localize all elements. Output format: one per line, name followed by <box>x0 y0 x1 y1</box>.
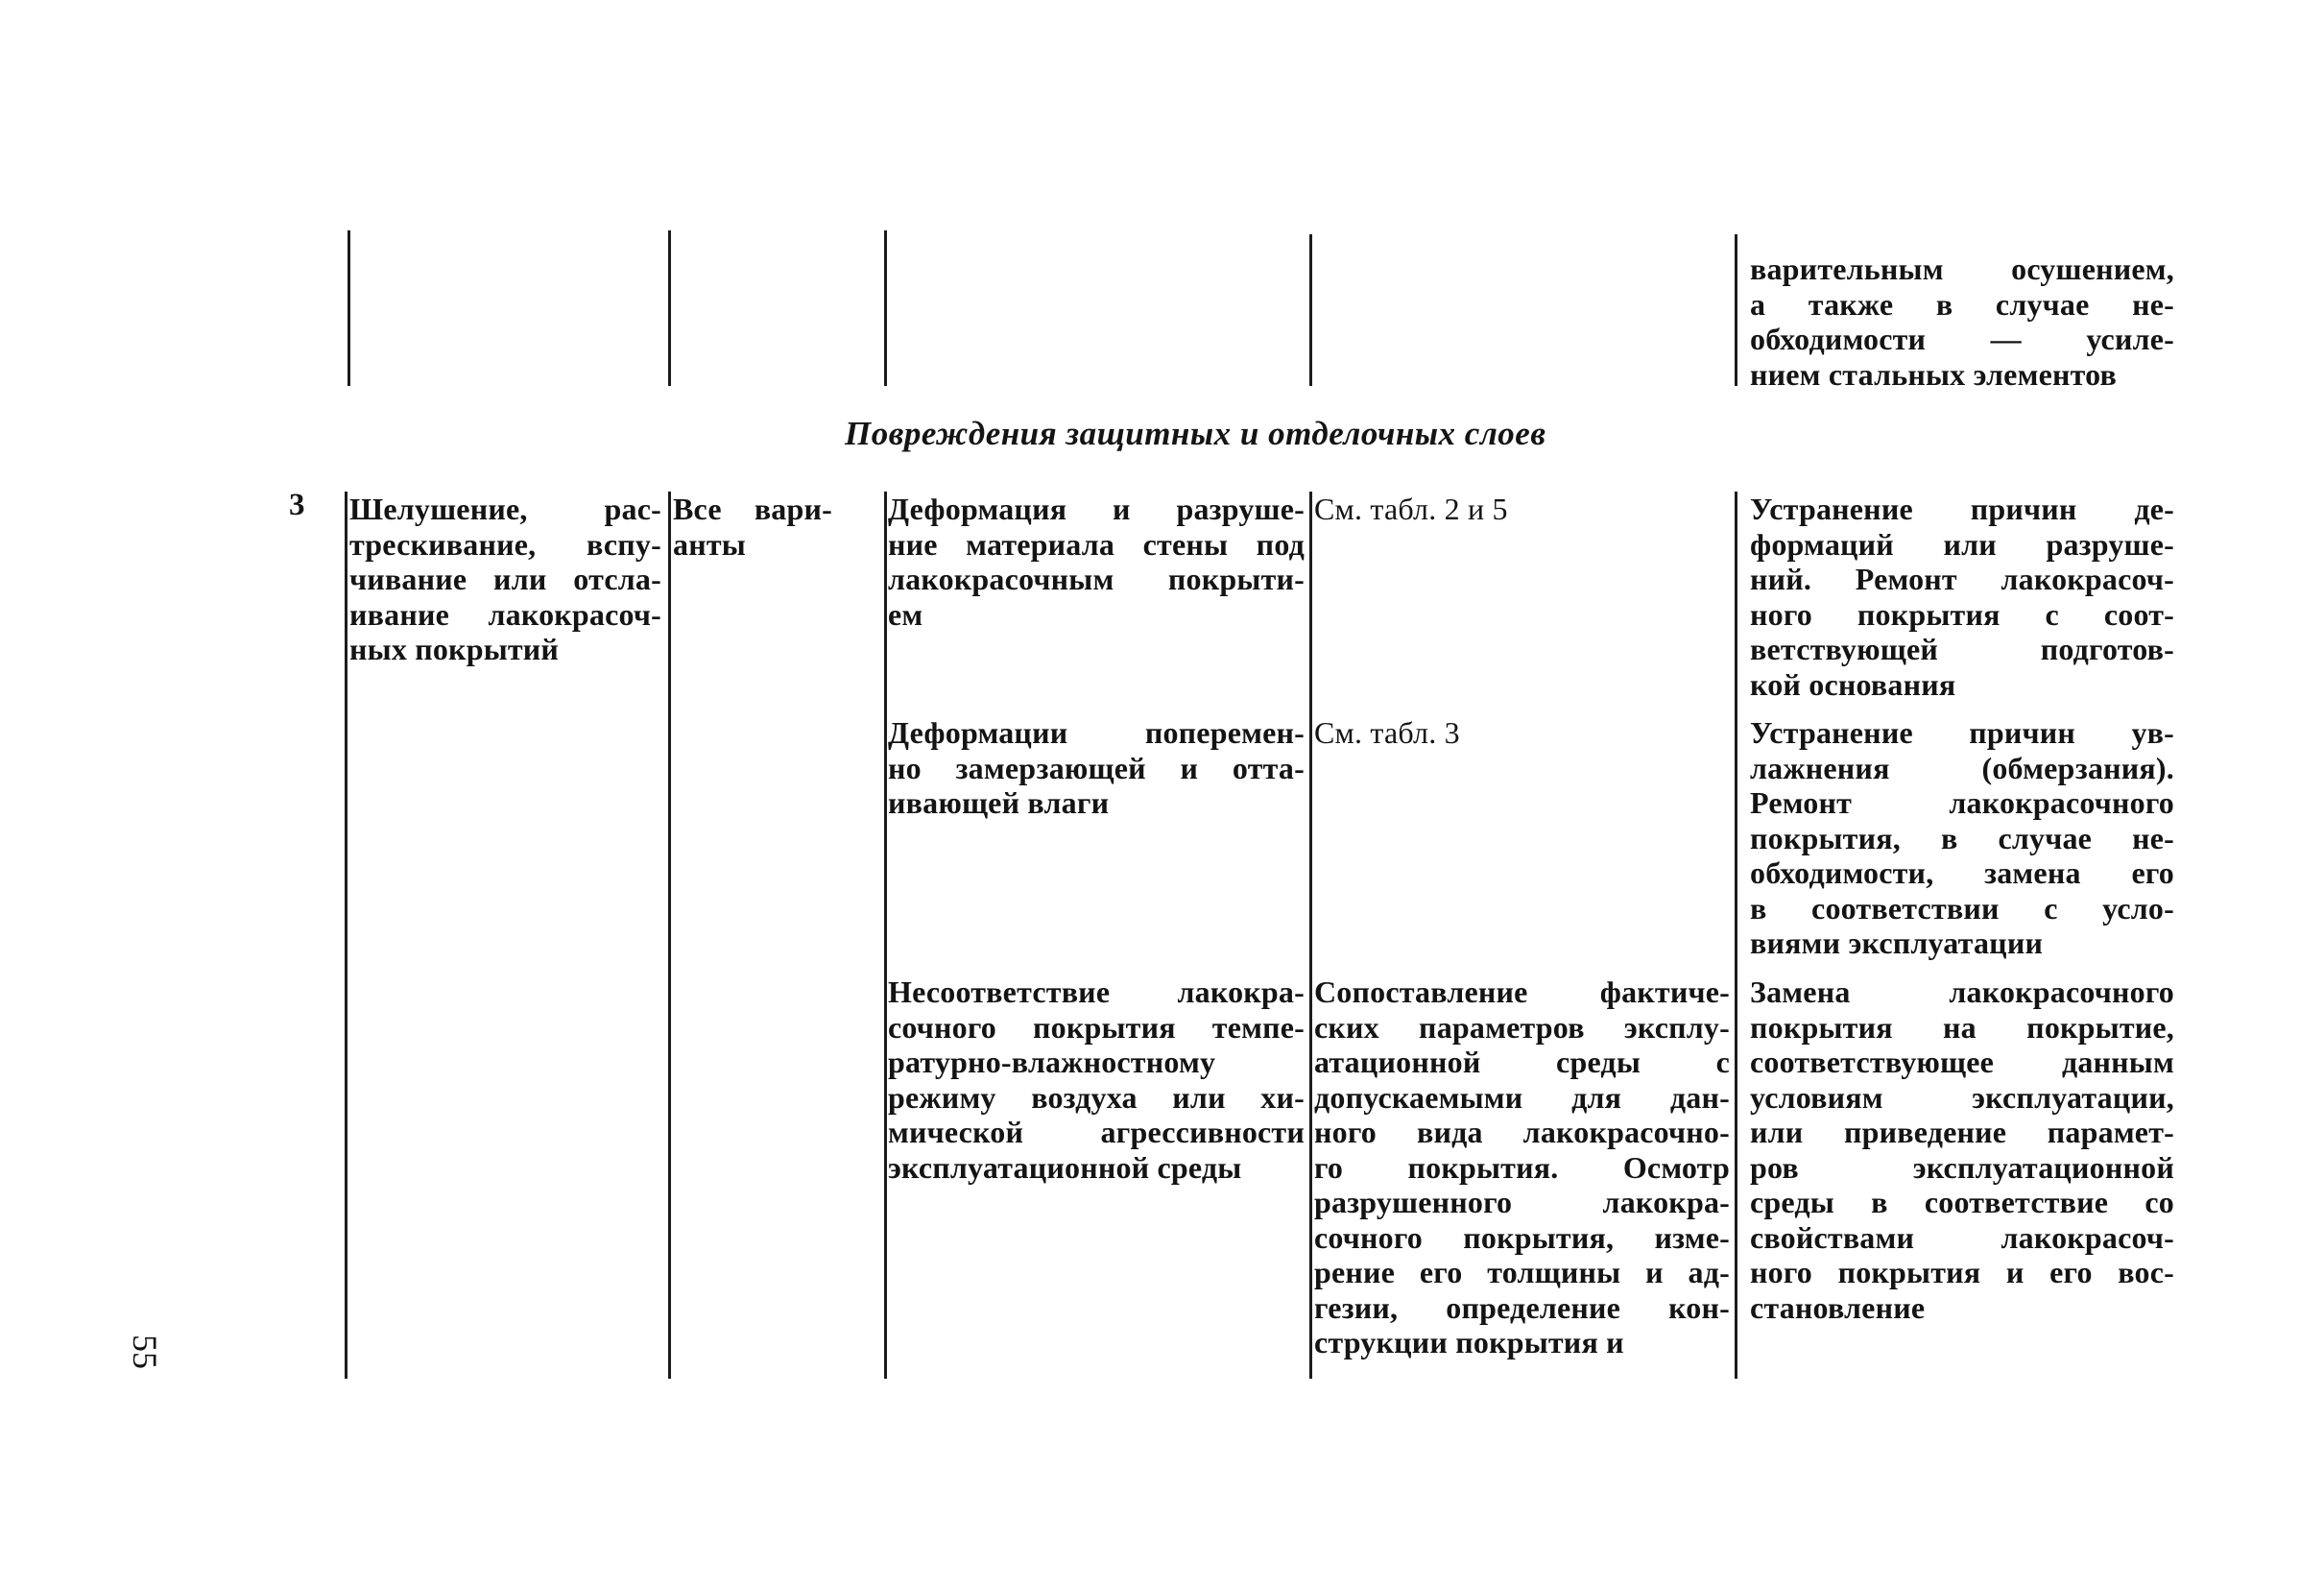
text-line: покрытия на покрытие, <box>1750 1009 2174 1045</box>
text-line: Деформации поперемен- <box>888 715 1305 750</box>
top-rule-1 <box>347 230 350 386</box>
text-line: эксплуатационной среды <box>888 1149 1242 1185</box>
text-line: условиям эксплуатации, <box>1750 1079 2174 1115</box>
text-line: анты <box>673 526 746 562</box>
text-line: ров эксплуатационной <box>1750 1149 2174 1185</box>
text-line: мической агрессивности <box>888 1115 1305 1149</box>
top-rule-4 <box>1309 234 1312 386</box>
text-line: а также в случае не- <box>1750 286 2174 322</box>
main-rule-5 <box>1735 492 1737 1379</box>
text-line: Устранение причин де- <box>1750 492 2174 526</box>
text-line: Несоответствие лакокра- <box>888 974 1305 1009</box>
text-line: чивание или отсла- <box>349 562 661 596</box>
text-line: Сопоставление фактиче- <box>1314 974 1730 1009</box>
text-line: Устранение причин ув- <box>1750 715 2174 750</box>
text-line: Деформация и разруше- <box>888 492 1305 526</box>
text-line: Все вари- <box>673 492 832 526</box>
cause-cell-2 <box>888 715 1305 821</box>
text-line: струкции покрытия и <box>1314 1325 1624 1359</box>
text-line: ем <box>888 596 923 632</box>
text-line: но замерзающей и отта- <box>888 750 1305 785</box>
section-title: Повреждения защитных и отделочных слоев <box>845 415 1546 452</box>
text-line: ратурно-влажностному <box>888 1045 1216 1079</box>
text-line: ветствующей подготов- <box>1750 632 2174 666</box>
top-rule-3 <box>884 230 887 386</box>
measure-cell-3 <box>1750 974 2174 1325</box>
text-line: ивание лакокрасоч- <box>349 596 661 632</box>
text-line: ние материала стены под <box>888 526 1305 562</box>
text-line: обходимости — усиле- <box>1750 322 2174 356</box>
text-line: трескивание, вспу- <box>349 526 661 562</box>
text-line: формаций или разруше- <box>1750 526 2174 562</box>
main-rule-1 <box>345 492 347 1379</box>
text-line: ного покрытия с соот- <box>1750 596 2174 632</box>
text-line: в соответствии с усло- <box>1750 890 2174 926</box>
main-rule-2 <box>668 492 671 1379</box>
cause-cell-3 <box>888 974 1305 1185</box>
method-cell-3 <box>1314 974 1730 1360</box>
text-line: ивающей влаги <box>888 785 1110 820</box>
text-line: ного вида лакокрасочно- <box>1314 1115 1730 1149</box>
main-rule-4 <box>1309 492 1312 1379</box>
main-rule-3 <box>884 492 887 1379</box>
text-line: допускаемыми для дан- <box>1314 1079 1730 1115</box>
text-line: го покрытия. Осмотр <box>1314 1149 1730 1185</box>
text-line: режиму воздуха или хи- <box>888 1079 1305 1115</box>
text-line: виями эксплуатации <box>1750 926 2044 960</box>
top-rule-2 <box>668 230 671 386</box>
text-line: рение его толщины и ад- <box>1314 1255 1730 1289</box>
page-number: 55 <box>126 1335 164 1369</box>
defect-cell <box>349 492 661 667</box>
text-line: гезии, определение кон- <box>1314 1289 1730 1325</box>
text-line: или приведение парамет- <box>1750 1115 2174 1149</box>
text-line: сочного покрытия, изме- <box>1314 1219 1730 1255</box>
text-line: свойствами лакокрасоч- <box>1750 1219 2174 1255</box>
text-line: становление <box>1750 1289 1926 1325</box>
measure-cell-1 <box>1750 492 2174 702</box>
top-rule-5 <box>1735 234 1737 386</box>
method-cell-2 <box>1314 715 1564 751</box>
text-line: лакокрасочным покрыти- <box>888 562 1305 596</box>
text-line: Ремонт лакокрасочного <box>1750 785 2174 820</box>
text-line: ских параметров эксплу- <box>1314 1009 1730 1045</box>
text-line: разрушенного лакокра- <box>1314 1185 1730 1219</box>
text-line: сочного покрытия темпе- <box>888 1009 1305 1045</box>
row-number: 3 <box>289 488 305 522</box>
text-line: ных покрытий <box>349 632 560 666</box>
text-line: кой основания <box>1750 666 1956 702</box>
variant-cell <box>673 492 832 562</box>
text-line: Замена лакокрасочного <box>1750 974 2174 1009</box>
text-line: среды в соответствие со <box>1750 1185 2174 1219</box>
text-line: лажнения (обмерзания). <box>1750 750 2174 785</box>
text-line: атационной среды с <box>1314 1045 1730 1079</box>
text-line: нием стальных элементов <box>1750 356 2117 392</box>
text-line: покрытия, в случае не- <box>1750 820 2174 855</box>
text-line: См. табл. 2 и 5 <box>1314 492 1508 526</box>
text-line: обходимости, замена его <box>1750 855 2174 890</box>
method-cell-1 <box>1314 492 1564 527</box>
text-line: ний. Ремонт лакокрасоч- <box>1750 562 2174 596</box>
text-line: варительным осушением, <box>1750 252 2174 286</box>
text-line: ного покрытия и его вос- <box>1750 1255 2174 1289</box>
text-line: См. табл. 3 <box>1314 715 1460 750</box>
continuation-measures <box>1750 252 2174 392</box>
text-line: соответствующее данным <box>1750 1045 2174 1079</box>
text-line: Шелушение, рас- <box>349 492 661 526</box>
cause-cell-1 <box>888 492 1305 632</box>
measure-cell-2 <box>1750 715 2174 961</box>
